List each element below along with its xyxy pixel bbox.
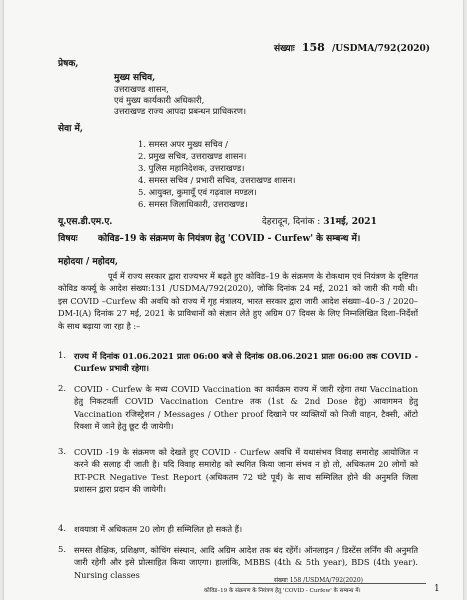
salutation: महोदया / महोदय, bbox=[58, 257, 119, 267]
footer-ref: संख्याः 158 /USDMA/792(2020) bbox=[274, 577, 363, 584]
point-text: राज्य में दिनांक 01.06.2021 प्रातः 06:00 बजे से दिनांक 08.06.2021 प्रातः 06:00 तक COVID - Curfew प्रभावी रहेगा। bbox=[74, 351, 418, 374]
reference-code: /USDMA/792(2020) bbox=[331, 44, 430, 54]
intro-paragraph: पूर्व में राज्य सरकार द्वारा राज्यभर में बढ़ते हुए कोविड–19 के संक्रमण के रोकथाम एवं नियंत्रण के दृष्टिगत कोविड कर्फ्यू के आदेश संख्या:131 /USDMA/792(2020), जोकि दिनांक 24 मई, 2021 को जारी की गयी थी। इस COVID –Curfew की अवधि को राज्य में गृह मंत्रालय, भारत सरकार द्वारा जारी आदेश संख्याः–40–3 / 2020– DM-I(A) दिनांक 27 मई, 2021 के प्राविधानों को संज्ञान लेते हुए अग्रिम 07 दिवस के लिए निम्नलिखित दिशा–निर्देशों के साथ बढ़ाया जा रहा है :– bbox=[58, 271, 418, 331]
subject-label: विषयः bbox=[58, 234, 78, 244]
recipient-item: 5. आयुक्त, कुमायूँ एवं गढ़वाल मण्डल। bbox=[138, 187, 257, 197]
point-text: शवयात्रा में अधिकतम 20 लोग ही सम्मिलित हो सकते हैं। bbox=[74, 524, 243, 534]
document-page bbox=[4, 0, 463, 600]
recipients-label: सेवा में, bbox=[58, 124, 84, 134]
sender-label: प्रेषक, bbox=[58, 59, 79, 69]
sender-line-2: उत्तराखण्ड शासन, bbox=[114, 84, 169, 94]
point-text: समस्त शैक्षिक, प्रशिक्षण, कोचिंग संस्थान, आदि अग्रिम आदेश तक बंद रहेंगें। ऑनलाइन / डिस्टेंस लर्निंग की अनुमति जारी रहेगी और इसे प्रोत्साहित किया जाएगा। हालांकि, MBBS (4th & 5th year), BDS (4th year). Nursing classes bbox=[74, 545, 418, 580]
recipient-item: 4. समस्त सचिव / प्रभारी सचिव, उत्तराखण्ड शासन। bbox=[138, 175, 296, 185]
dateline-date: 31मई, 2021 bbox=[323, 217, 377, 227]
subject-text: कोविड–19 के संक्रमण के नियंत्रण हेतु 'COVID - Curfew' के सम्बन्ध में। bbox=[98, 234, 361, 244]
sender-line-3: एवं मुख्य कार्यकारी अधिकारी, bbox=[114, 95, 205, 105]
point-number: 3. bbox=[58, 446, 66, 456]
sender-line-1: मुख्य सचिव, bbox=[114, 73, 156, 83]
point-number: 4. bbox=[58, 523, 66, 533]
office-code: यू.एस.डी.एम.ए. bbox=[58, 217, 113, 227]
reference-label: संख्याः bbox=[274, 44, 295, 54]
recipient-item: 3. पुलिस महानिदेशक, उत्तराखण्ड। bbox=[138, 163, 245, 173]
recipient-item: 6. समस्त जिलाधिकारी, उत्तराखण्ड। bbox=[138, 199, 248, 209]
dateline bbox=[262, 216, 377, 228]
point-number: 1. bbox=[58, 350, 66, 360]
dateline-place: देहरादून, दिनांक : bbox=[262, 217, 321, 227]
point-text: COVID - Curfew के मध्य COVID Vaccination का कार्यक्रम राज्य में जारी रहेगा तथा Vaccination हेतु निकटवर्ती COVID Vaccination Centre तक (1st & 2nd Dose हेतु) आवागमन हेतु Vaccination रजिस्ट्रेशन / Messages / Other proof दिखाने पर व्यक्तियों को निजी वाहन, टैक्सी, ऑटो रिक्शा में जाने हेतु छूट दी जायेगी। bbox=[74, 384, 418, 432]
page-number: 1 bbox=[434, 584, 440, 594]
reference-number bbox=[274, 42, 430, 55]
recipient-item: 2. प्रमुख सचिव, उत्तराखण्ड शासन। bbox=[138, 151, 247, 161]
point-number: 5. bbox=[58, 544, 66, 554]
footer-subject: कोविड–19 के संक्रमण के नियंत्रण हेतु 'COVID - Curfew' के सम्बन्ध में। bbox=[204, 588, 361, 594]
reference-num: 158 bbox=[301, 41, 325, 54]
point-number: 2. bbox=[58, 383, 66, 393]
sender-line-4: उत्तराखण्ड राज्य आपदा प्रबन्धन प्राधिकरण। bbox=[114, 106, 247, 116]
recipient-item: 1. समस्त अपर मुख्य सचिव / bbox=[138, 139, 228, 149]
point-text: COVID -19 के संक्रमण को देखते हुए COVID - Curfew अवधि में यथासंभव विवाह समारोह आयोजित न करने की सलाह दी जाती है। यदि विवाह समारोह को स्थगित किया जाना संभव न हो तो, अधिकतम 20 लोगों को RT-PCR Negative Test Report (अधिकतम 72 घंटे पूर्व) के साथ सम्मिलित होने की अनुमति जिला प्रशासन द्वारा प्रदान की जायेगी। bbox=[74, 447, 418, 495]
